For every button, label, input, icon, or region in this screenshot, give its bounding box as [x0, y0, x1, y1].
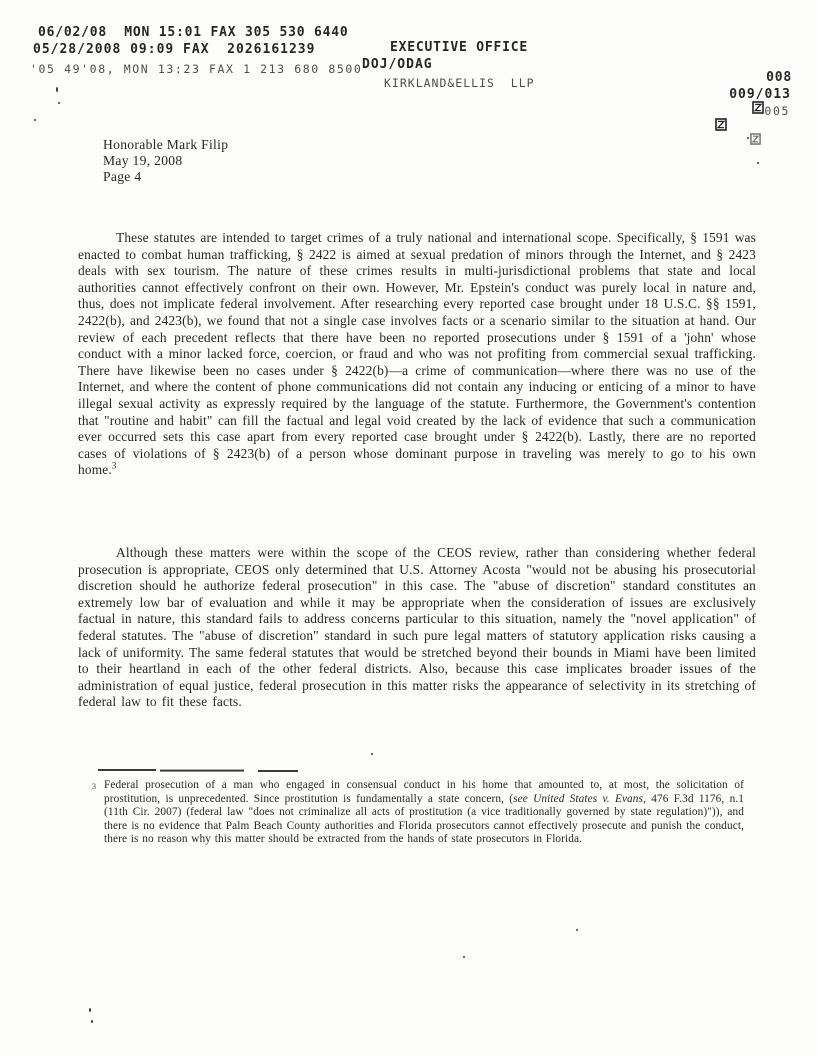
- scan-speck: [89, 1008, 91, 1012]
- fax-page-icon: [715, 88, 727, 101]
- body-paragraph-1: [78, 230, 756, 479]
- scan-speck: [56, 87, 58, 92]
- fax-sender-name: DOJ/ODAG: [362, 57, 433, 72]
- recipient-name: Honorable Mark Filip: [103, 137, 229, 152]
- scan-speck: [757, 162, 759, 164]
- fax-page-number: 009/013: [729, 87, 791, 102]
- fax-timestamp: '05 49'08, MON 13:23 FAX 1 213 680 8500: [30, 62, 363, 76]
- fax-page-icon: [752, 71, 764, 84]
- footnote: [92, 779, 744, 847]
- footnote-text-pre: Federal prosecution of a man who engaged in consensual conduct in his home that amounted to, at most, the solicitation of prostitution, is unprecedented. Since prostitution is fundamentally a state concern, (: [104, 779, 744, 805]
- paragraph-text: These statutes are intended to target crimes of a truly national and international scope. Specifically, § 1591 was enacted to combat human trafficking, § 2422 is aimed at sexual predation of minors through the Internet, and § 2423 deals with sex tourism. The nature of these crimes results in multi-jurisdictional problems that state and local authorities cannot effectively confront on their own. However, Mr. Epstein's conduct was purely local in nature and, thus, does not implicate federal involvement. After researching every reported case brought under 18 U.S.C. §§ 1591, 2422(b), and 2423(b), we found that not a single case involves facts or a scenario similar to the situation at hand. Our review of each precedent reflects that there have been no reported prosecutions under § 1591 of a 'john' whose conduct with a minor lacked force, coercion, or fraud and who was not profiting from commercial sexual trafficking. There have likewise been no cases under § 2422(b)—a crime of communication—where there was no use of the Internet, and where the content of phone communications did not contain any inducing or enticing of a minor to have illegal sexual activity as expressly required by the language of the statute. Furthermore, the Government's contention that "routine and habit" can fill the factual and legal void created by the lack of evidence that such a communication ever occurred sets this case apart from every reported case brought under § 2422(b). Lastly, there are no reported cases of violations of § 2423(b) of a person whose dominant purpose in traveling was merely to go to his own home.: [78, 230, 756, 478]
- fax-page-number: 008: [766, 70, 792, 85]
- paragraph-text: Although these matters were within the scope of the CEOS review, rather than considering whether federal prosecution is appropriate, CEOS only determined that U.S. Attorney Acosta "would not be abusing his prosecutorial discretion should he authorize federal prosecution" in this case. The "abuse of discretion" standard constitutes an extremely low bar of evaluation and while it may be appropriate when the consideration of issues are exclusively factual in nature, this standard fails to address concerns particular to this situation, namely the "novel application" of federal statutes. The "abuse of discretion" standard in such pure legal matters of statutory application risks causing a lack of uniformity. The same federal statutes that would be stretched beyond their bounds in Miami have been limited to their heartland in each of the other federal districts. Also, because this case implicates broader issues of the administration of equal justice, federal prosecution in this matter risks the appearance of selectivity in its stretching of federal law to fit these facts.: [78, 545, 756, 710]
- footnote-text: [104, 779, 744, 847]
- body-paragraph-2: [78, 545, 756, 711]
- footnote-separator-rule: [98, 769, 298, 771]
- fax-page-counter: [715, 87, 791, 102]
- fax-page-number: 005: [764, 104, 790, 118]
- scan-speck: [91, 1020, 93, 1023]
- footnote-marker: 3: [92, 782, 96, 791]
- scan-speck: [58, 102, 60, 104]
- fax-page-icon: [750, 105, 762, 118]
- footnote-text-post: , 476 F.3d 1176, n.1 (11th Cir. 2007) (federal law "does not criminalize all acts of prostitution (a vice traditionally governed by state regulation)")), and there is no evidence that Palm Beach County authorities and Florida prosecutors cannot effectively prosecute and punish the conduct, there is no reason why this matter should be extracted from the hands of state prosecutors in Florida.: [104, 792, 744, 846]
- fax-sender-name: KIRKLAND&ELLIS LLP: [384, 76, 535, 90]
- letter-date: May 19, 2008: [103, 152, 183, 168]
- scan-speck: [371, 753, 373, 755]
- fax-timestamp: 06/02/08 MON 15:01 FAX 305 530 6440: [38, 25, 349, 40]
- fax-page-counter: [752, 70, 792, 85]
- footnote-reference: 3: [111, 460, 117, 471]
- fax-page-counter: [750, 104, 790, 118]
- scan-speck: [34, 119, 36, 121]
- scan-speck: [576, 929, 578, 931]
- footnote-case-citation: see United States v. Evans: [513, 792, 644, 805]
- scan-speck: [463, 956, 465, 958]
- scan-speck: [747, 137, 749, 139]
- fax-sender-name: EXECUTIVE OFFICE: [390, 40, 529, 55]
- fax-timestamp: 05/28/2008 09:09 FAX 2026161239: [33, 42, 316, 57]
- letter-heading: [103, 137, 228, 184]
- page-number-label: Page 4: [103, 168, 142, 184]
